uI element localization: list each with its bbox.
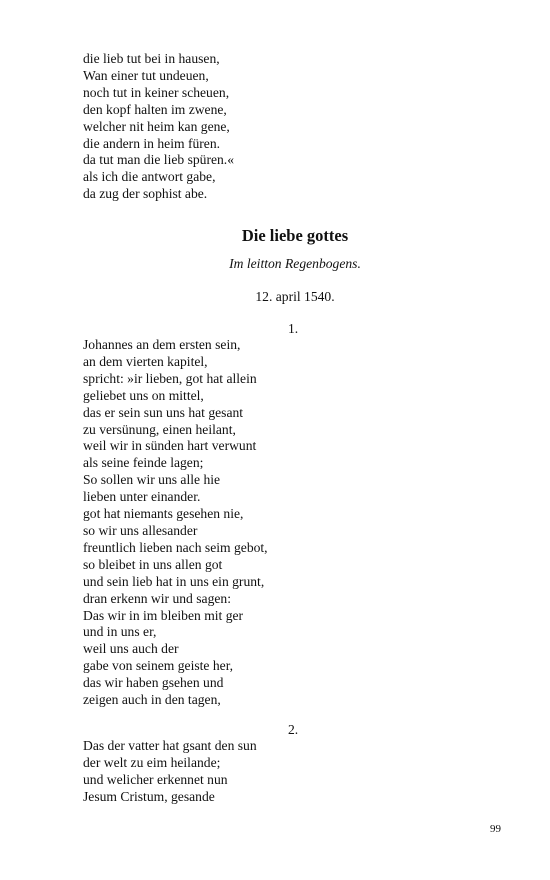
verse-line: die lieb tut bei in hausen,: [83, 51, 220, 66]
verse-line: zu versünung, einen heilant,: [83, 421, 236, 437]
verse-line: das er sein sun uns hat gesant: [83, 404, 244, 420]
verse-line: Wan einer tut undeuen,: [83, 67, 209, 83]
verse-line: an dem vierten kapitel,: [83, 353, 208, 369]
verse-line: Das wir in im bleiben mit ger: [83, 607, 244, 623]
poem-continuation: [83, 51, 503, 203]
verse-line: noch tut in keiner scheuen,: [83, 84, 230, 100]
verse-line: als ich die antwort gabe,: [83, 169, 216, 185]
verse-line: da zug der sophist abe.: [83, 186, 208, 202]
stanza-2: [83, 738, 503, 806]
poem-date: 12. april 1540.: [255, 289, 335, 304]
verse-line: spricht: »ir lieben, got hat allein: [83, 370, 257, 386]
verse-line: So sollen wir uns alle hie: [83, 472, 221, 488]
verse-line: die andern in heim füren.: [83, 135, 221, 151]
verse-line: zeigen auch in den tagen,: [83, 692, 221, 708]
stanza-1: [83, 337, 503, 709]
verse-line: geliebet uns on mittel,: [83, 387, 204, 403]
verse-line: weil uns auch der: [83, 641, 179, 657]
verse-line: das wir haben gsehen und: [83, 675, 224, 691]
verse-line: der welt zu eim heilande;: [83, 754, 221, 770]
verse-line: so bleibet in uns allen got: [83, 556, 223, 572]
verse-line: lieben unter einander.: [83, 489, 201, 505]
stanza-number: 1.: [288, 321, 299, 336]
stanza-number: 2.: [288, 722, 299, 737]
verse-line: als seine feinde lagen;: [83, 455, 204, 471]
verse-line: und in uns er,: [83, 624, 157, 640]
verse-line: welcher nit heim kan gene,: [83, 118, 230, 134]
verse-line: gabe von seinem geiste her,: [83, 658, 234, 674]
verse-line: Johannes an dem ersten sein,: [83, 337, 241, 352]
verse-line: freuntlich lieben nach seim gebot,: [83, 539, 268, 555]
verse-line: weil wir in sünden hart verwunt: [83, 438, 257, 454]
page-number: 99: [490, 823, 501, 835]
verse-line: dran erkenn wir und sagen:: [83, 590, 231, 606]
verse-line: Das der vatter hat gsant den sun: [83, 738, 257, 753]
verse-line: so wir uns allesander: [83, 522, 198, 538]
verse-line: den kopf halten im zwene,: [83, 101, 227, 117]
verse-line: Jesum Cristum, gesande: [83, 788, 215, 804]
verse-line: und welicher erkennet nun: [83, 771, 228, 787]
verse-line: da tut man die lieb spüren.«: [83, 152, 235, 168]
poem-subtitle: Im leitton Regenbogens.: [229, 256, 361, 271]
poem-title: Die liebe gottes: [241, 226, 349, 245]
verse-line: und sein lieb hat in uns ein grunt,: [83, 573, 265, 589]
verse-line: got hat niemants gesehen nie,: [83, 506, 244, 522]
